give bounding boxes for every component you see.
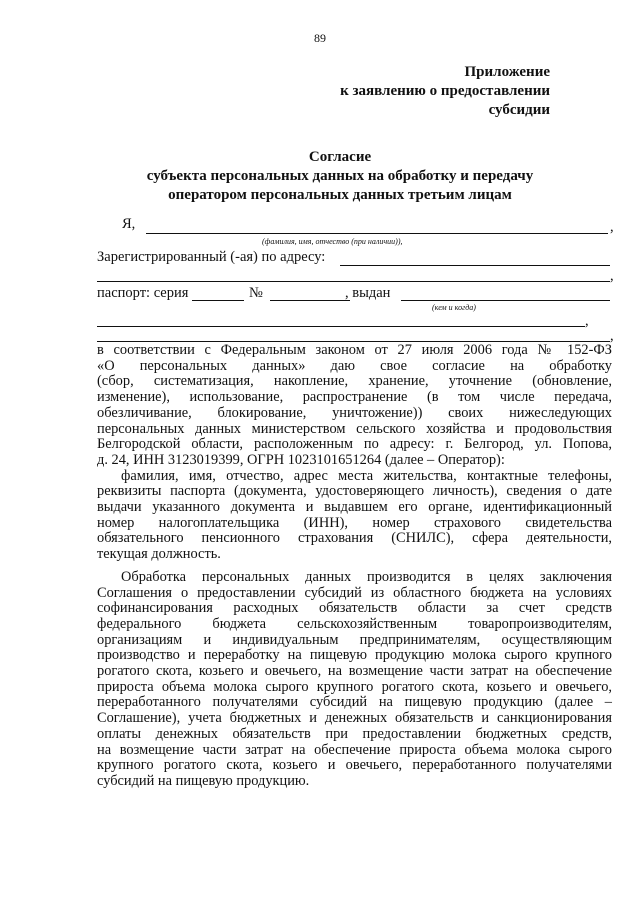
issued-by-field-line2[interactable] xyxy=(97,326,585,327)
passport-series-label: паспорт: серия xyxy=(97,285,189,301)
text-line: на возмещение части затрат на обеспечение прироста объема молока сырого xyxy=(97,741,612,758)
document-title: Согласие xyxy=(308,149,372,165)
text-line: обязательного пенсионного страхования (СНИЛС), сфера деятельности, xyxy=(97,530,612,547)
passport-number-label: № xyxy=(249,285,263,301)
page-number: 89 xyxy=(314,31,326,45)
text-line: федерального бюджета сельскохозяйственным товаропроизводителям, xyxy=(97,615,612,632)
text-line: Обработка персональных данных производится в целях заключения xyxy=(121,568,612,585)
text-line: реквизиты паспорта (документа, удостоверяющего личность), сведения о дате xyxy=(97,483,612,500)
appendix-title: Приложение xyxy=(464,64,550,80)
text-line: субсидий на пищевую продукцию. xyxy=(97,772,310,789)
text-line: организациям и индивидуальным предпринимателям, осуществляющим xyxy=(97,631,612,648)
text-line: текущая должность. xyxy=(97,546,221,563)
comma: , xyxy=(610,219,614,235)
text-line: (сбор, систематизация, накопление, хранение, уточнение (обновление, xyxy=(97,373,612,390)
consent-paragraph xyxy=(97,343,612,469)
issued-label: , выдан xyxy=(345,285,391,301)
text-line: Соглашение), учета бюджетных и денежных обязательств и санкционирования xyxy=(97,710,612,727)
text-line: крупного рогатого скота, козьего и овечьего, переработанного получателями xyxy=(97,757,612,774)
text-line: оплаты денежных обязательств при предоставлении бюджетных средств, xyxy=(97,725,612,742)
passport-series-field[interactable] xyxy=(192,300,244,301)
text-line: Соглашения о предоставлении субсидий из областного бюджета на условиях xyxy=(97,584,612,601)
text-line: производство и переработку на пищевую продукцию молока сырого крупного xyxy=(97,647,612,664)
full-name-field[interactable] xyxy=(146,233,608,234)
name-hint: (фамилия, имя, отчество (при наличии)), xyxy=(262,237,403,246)
document-subtitle: оператором персональных данных третьим лицам xyxy=(168,187,512,203)
i-label: Я, xyxy=(122,216,136,232)
text-line: фамилия, имя, отчество, адрес места жительства, контактные телефоны, xyxy=(121,467,612,484)
text-line: д. 24, ИНН 3123019399, ОГРН 1023101651264 (далее – Оператор): xyxy=(97,451,505,468)
text-line: Белгородской области, расположенным по адресу: г. Белгород, ул. Попова, xyxy=(97,436,612,453)
personal-data-list xyxy=(97,469,612,563)
processing-purpose-paragraph xyxy=(97,570,612,790)
address-field-line2[interactable] xyxy=(97,281,610,282)
text-line: персональных данных министерством сельского хозяйства и продовольствия xyxy=(97,420,612,437)
passport-number-field[interactable] xyxy=(270,300,350,301)
comma: , xyxy=(610,268,614,284)
document-subtitle: субъекта персональных данных на обработку и передачу xyxy=(146,168,534,184)
comma: , xyxy=(585,313,589,329)
address-label: Зарегистрированный (-ая) по адресу: xyxy=(97,249,326,265)
document-body xyxy=(97,343,612,790)
appendix-line: к заявлению о предоставлении xyxy=(340,83,550,99)
issued-hint: (кем и когда) xyxy=(432,303,476,312)
text-line: в соответствии с Федеральным законом от 27 июля 2006 года № 152-ФЗ xyxy=(97,342,612,358)
text-line: переработанного получателями субсидий на пищевую продукцию (далее – xyxy=(97,694,612,711)
text-line: рогатого скота, козьего и овечьего, на возмещение части затрат на обеспечение xyxy=(97,663,612,680)
comma: , xyxy=(610,328,614,344)
text-line: обезличивание, блокирование, уничтожение)) своих нижеследующих xyxy=(97,404,612,421)
text-line: прироста объема молока сырого крупного рогатого скота, козьего и овечьего, xyxy=(97,678,612,695)
address-field[interactable] xyxy=(340,265,610,266)
issued-by-field[interactable] xyxy=(401,300,610,301)
appendix-line: субсидии xyxy=(488,102,550,118)
text-line: номер налогоплательщика (ИНН), номер страхового свидетельства xyxy=(97,514,612,531)
text-line: «О персональных данных» даю свое согласие на обработку xyxy=(97,357,612,374)
text-line: софинансирования расходных обязательств области за счет средств xyxy=(97,600,612,617)
text-line: выдачи указанного документа и выдавшем его органе, идентификационный xyxy=(97,499,612,516)
text-line: изменение), использование, распространение (в том числе передача, xyxy=(97,389,612,406)
